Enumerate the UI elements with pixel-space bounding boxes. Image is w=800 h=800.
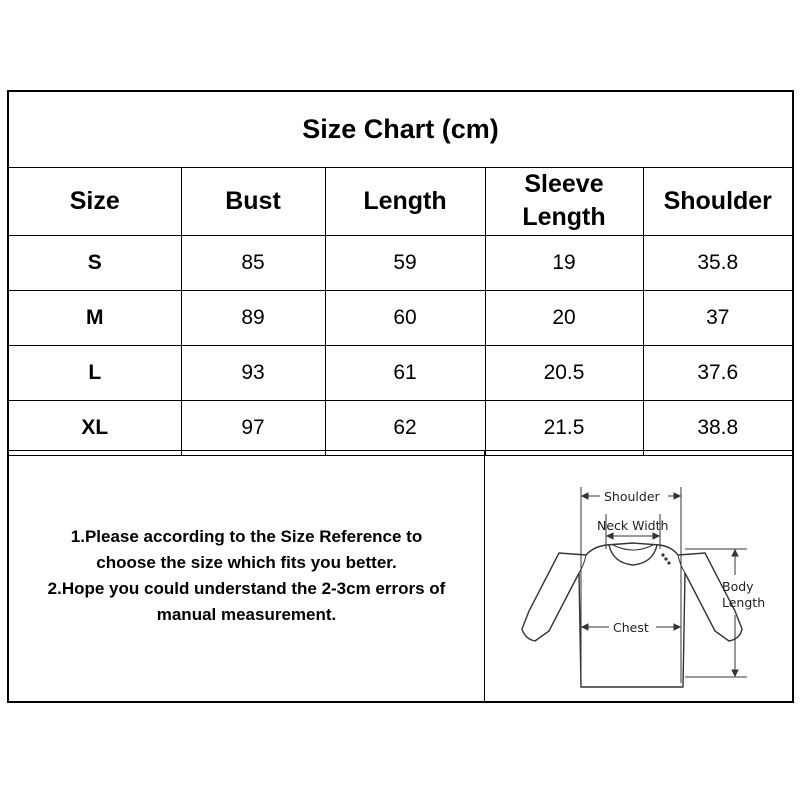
size-table [9,167,792,456]
body-length-label: Length [722,595,766,610]
size-label: XL [9,401,181,456]
header-row [9,167,792,236]
size-chart [7,90,794,703]
sleeve-length-value: 20.5 [485,346,643,401]
header-shoulder: Shoulder [643,167,792,236]
length-value: 62 [325,401,485,456]
bottom-section [9,450,792,703]
garment-diagram [485,451,792,704]
notes-panel [9,451,485,703]
measurement-diagram [485,451,792,703]
size-label: L [9,346,181,401]
note-line: 2.Hope you could understand the 2-3cm errors of [47,578,446,598]
header-size: Size [9,167,181,236]
shoulder-value: 35.8 [643,236,792,291]
bust-value: 85 [181,236,325,291]
chest-label: Chest [613,620,649,635]
table-row [9,236,792,291]
length-value: 61 [325,346,485,401]
header-length: Length [325,167,485,236]
table-row [9,401,792,456]
body-length-label: Body [722,579,754,594]
size-label: S [9,236,181,291]
note-line: manual measurement. [156,604,337,624]
length-value: 60 [325,291,485,346]
shoulder-value: 38.8 [643,401,792,456]
note-line: choose the size which fits you better. [96,552,397,572]
notes-text [12,524,482,628]
bust-value: 97 [181,401,325,456]
header-sleeve-length: Sleeve Length [485,167,643,236]
neck-width-label: Neck Width [597,518,669,533]
bust-value: 93 [181,346,325,401]
header-bust: Bust [181,167,325,236]
bust-value: 89 [181,291,325,346]
note-line: 1.Please according to the Size Reference to [70,526,423,546]
shoulder-value: 37 [643,291,792,346]
sleeve-length-value: 21.5 [485,401,643,456]
size-label: M [9,291,181,346]
shoulder-value: 37.6 [643,346,792,401]
shoulder-label: Shoulder [604,489,660,504]
table-row [9,291,792,346]
sleeve-length-value: 19 [485,236,643,291]
chart-title: Size Chart (cm) [9,92,792,168]
collar-icon [609,545,657,565]
table-row [9,346,792,401]
sleeve-length-value: 20 [485,291,643,346]
length-value: 59 [325,236,485,291]
